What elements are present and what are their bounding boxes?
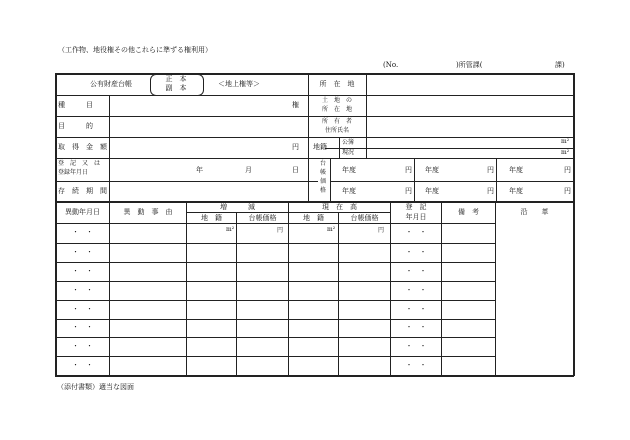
purpose-label: 目 的 — [58, 122, 93, 130]
col-ledger-value-2: 台帳価格 — [350, 214, 379, 222]
col-remarks: 備 考 — [458, 208, 479, 216]
col-change-reason: 異 動 事 由 — [123, 208, 173, 216]
row-registration-date: ・ ・ — [405, 361, 427, 369]
col-history: 沿 革 — [520, 208, 549, 216]
form-usage-note: （工作物、地役権その他これらに準ずる権利用） — [58, 46, 212, 54]
department-label: )所管課( — [456, 61, 483, 69]
category-label: ＜地上権等＞ — [218, 80, 260, 88]
row-change-date: ・ ・ — [72, 267, 93, 275]
row-registration-date: ・ ・ — [405, 305, 427, 313]
yen-3: 円 — [564, 166, 571, 174]
area-label: 地籍 — [313, 143, 327, 151]
ledger-value-1: 台 — [320, 160, 327, 167]
date-day: 日 — [292, 166, 299, 174]
actual-label: 現況 — [342, 149, 355, 156]
fiscal-year-5: 年度 — [425, 187, 439, 195]
col-area-2: 地 籍 — [303, 214, 324, 222]
yen-4: 円 — [405, 187, 412, 195]
yen-6: 円 — [564, 187, 571, 195]
row-change-date: ・ ・ — [72, 323, 93, 331]
fiscal-year-6: 年度 — [509, 187, 523, 195]
row1-area-sqm: m² — [226, 226, 235, 233]
row-change-date: ・ ・ — [72, 286, 93, 294]
section-label: 課) — [555, 61, 565, 69]
row-change-date: ・ ・ — [72, 228, 93, 236]
ledger-value-2: 帳 — [320, 169, 327, 176]
col-increase-decrease: 増 減 — [220, 203, 255, 211]
row-registration-date: ・ ・ — [405, 323, 427, 331]
yen-5: 円 — [487, 187, 494, 195]
fiscal-year-4: 年度 — [342, 187, 356, 195]
kind-label: 種 目 — [58, 101, 93, 109]
col-area-1: 地 籍 — [201, 214, 222, 222]
row1-current-area-sqm: m² — [327, 226, 336, 233]
number-label: (No. — [383, 61, 399, 69]
location-label: 所 在 地 — [319, 80, 355, 88]
register-sqm: m² — [561, 138, 570, 145]
col-current: 現 在 高 — [322, 203, 357, 211]
duration-label: 存 続 期 間 — [58, 187, 107, 195]
ledger-value-4: 格 — [320, 187, 327, 194]
owner-label-1: 所 有 者 — [321, 118, 352, 125]
row1-current-value-yen: 円 — [378, 227, 385, 234]
yen-2: 円 — [487, 166, 494, 174]
row-change-date: ・ ・ — [72, 248, 93, 256]
col-ledger-value-1: 台帳価格 — [248, 214, 277, 222]
registration-label-1: 登 記 又 は — [58, 160, 101, 167]
registration-label-2: 登録年月日 — [58, 169, 89, 176]
yen-1: 円 — [405, 166, 412, 174]
date-year: 年 — [196, 166, 203, 174]
row-registration-date: ・ ・ — [405, 228, 427, 236]
duplicate-copy-label: 副 本 — [165, 84, 187, 92]
row-change-date: ・ ・ — [72, 342, 93, 350]
row-registration-date: ・ ・ — [405, 267, 427, 275]
row-registration-date: ・ ・ — [405, 342, 427, 350]
row-registration-date: ・ ・ — [405, 286, 427, 294]
row1-value-yen: 円 — [277, 227, 284, 234]
ledger-value-3: 価 — [320, 178, 327, 185]
original-copy-label: 正 本 — [165, 75, 187, 83]
register-label: 公簿 — [342, 139, 355, 146]
fiscal-year-3: 年度 — [509, 166, 523, 174]
land-location-label-2: 所 在 地 — [321, 106, 352, 113]
date-month: 月 — [245, 166, 252, 174]
row-change-date: ・ ・ — [72, 361, 93, 369]
row-registration-date: ・ ・ — [405, 248, 427, 256]
ledger-label: 公有財産台帳 — [90, 80, 132, 88]
owner-label-2: 住所氏名 — [324, 127, 349, 134]
land-location-label-1: 土 地 の — [321, 97, 352, 104]
row-change-date: ・ ・ — [72, 305, 93, 313]
actual-sqm: m² — [561, 149, 570, 156]
acquisition-yen: 円 — [292, 143, 299, 151]
col-registration-2: 年月日 — [405, 213, 427, 221]
attachments-note: （添付書類）適当な図面 — [57, 383, 134, 391]
col-registration-1: 登 記 — [405, 203, 427, 211]
acquisition-label: 取 得 金 額 — [58, 143, 107, 151]
fiscal-year-2: 年度 — [425, 166, 439, 174]
kind-unit: 権 — [292, 101, 299, 109]
fiscal-year-1: 年度 — [342, 166, 356, 174]
col-change-date: 異動年月日 — [65, 208, 100, 216]
